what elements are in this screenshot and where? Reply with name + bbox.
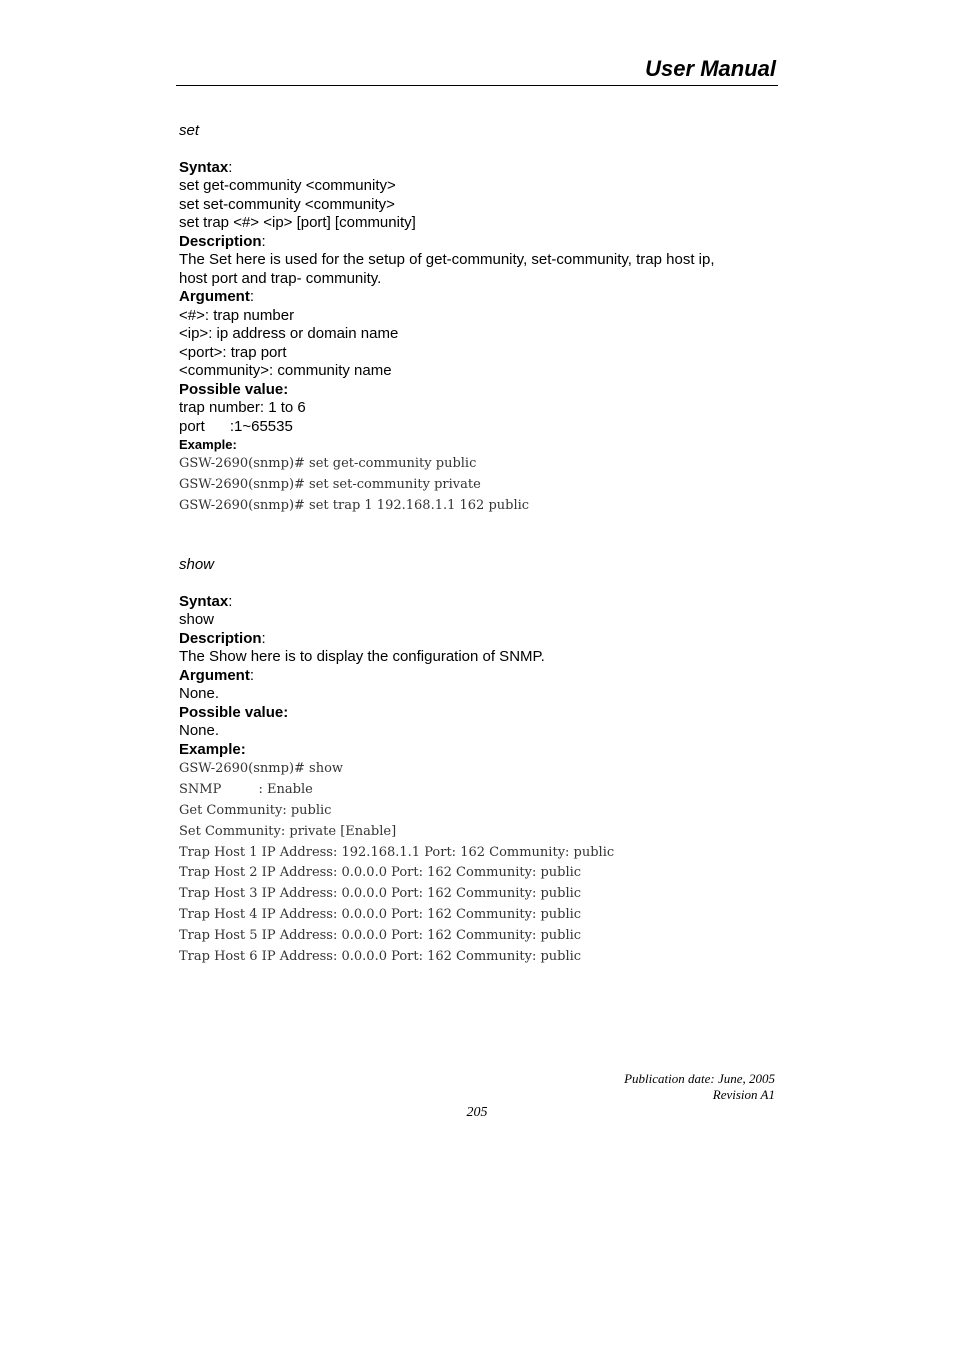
set-example-line: GSW-2690(snmp)# set set-community private [179, 476, 481, 492]
set-argument-line: <port>: trap port [179, 343, 287, 361]
show-example-line: Trap Host 3 IP Address: 0.0.0.0 Port: 162 Community: public [179, 886, 582, 902]
set-syntax-line: set set-community <community> [179, 195, 395, 213]
publication-date: Publication date: June, 2005 [624, 1071, 775, 1086]
set-description-line: host port and trap- community. [179, 269, 382, 287]
show-syntax-label: Syntax [179, 592, 229, 610]
set-possible-line: port :1~65535 [179, 417, 293, 435]
set-possible-label: Possible value: [179, 380, 289, 398]
show-description-label: Description [179, 629, 262, 647]
set-syntax-line: set get-community <community> [179, 177, 396, 194]
show-possible-line: None. [179, 722, 220, 740]
show-possible-label: Possible value: [179, 703, 289, 721]
set-example-line: GSW-2690(snmp)# set get-community public [179, 456, 477, 471]
show-example-label: Example: [179, 740, 246, 758]
show-argument-line: None. [179, 685, 220, 703]
header-rule [176, 85, 778, 86]
page-footer [624, 1071, 775, 1103]
show-syntax-line: show [179, 611, 215, 629]
show-example-line: Trap Host 4 IP Address: 0.0.0.0 Port: 162 Community: public [179, 906, 582, 922]
show-example-line: Trap Host 6 IP Address: 0.0.0.0 Port: 162 Community: public [179, 948, 582, 964]
show-example-line: Trap Host 5 IP Address: 0.0.0.0 Port: 162 Community: public [179, 927, 582, 943]
revision: Revision A1 [712, 1087, 775, 1102]
set-argument-line: <ip>: ip address or domain name [179, 325, 399, 342]
show-example-line: SNMP : Enable [179, 782, 313, 798]
set-argument-label: Argument [179, 288, 250, 305]
set-example-label: Example: [179, 437, 237, 452]
set-example-line: GSW-2690(snmp)# set trap 1 192.168.1.1 162 public [179, 497, 530, 513]
set-syntax-label: Syntax [179, 158, 229, 176]
show-example-line: Trap Host 2 IP Address: 0.0.0.0 Port: 162 Community: public [179, 865, 582, 881]
page-content [179, 122, 779, 967]
show-example-line: Set Community: private [Enable] [179, 823, 397, 839]
show-section: show Syntax: show Description: The Show here is to display the configuration of SNMP. Argument: None. Possible value: None. Example: GSW-2690(snmp)# show SNMP : Enable Get Community: public Set Community: private [Enable] Trap Host 1 IP Address: 192.168.1.1 Port: 162 Community: public Trap Host 2 IP Address: 0.0.0.0 Port: 162 Community: public Trap Host 3 IP Address: 0.0.0.0 Port: 162 Community: public Trap Host 4 IP Address: 0.0.0.0 Port: 162 Community: public Trap Host 5 IP Address: 0.0.0.0 Port: 162 Community: public Trap Host 6 IP Address: 0.0.0.0 Port: 162 Community: public [179, 556, 779, 967]
set-argument-line: <#>: trap number [179, 306, 295, 324]
set-section: set Syntax: set get-community <community> set set-community <community> set trap <#> <ip> [port] [community] Description: The Set here is used for the setup of get-community, set-community, trap host ip, host port and trap- community. Argument: <#>: trap number <ip>: ip address or domain name <port>: trap port <community>: community name Possible value: trap number: 1 to 6 port :1~65535 Example: GSW-2690(snmp)# set get-community public GSW-2690(snmp)# set set-community private GSW-2690(snmp)# set trap 1 192.168.1.1 162 public [179, 122, 779, 516]
set-argument-line: <community>: community name [179, 362, 392, 379]
show-description-line: The Show here is to display the configuration of SNMP. [179, 648, 545, 666]
show-example-line: Trap Host 1 IP Address: 192.168.1.1 Port: 162 Community: public [179, 844, 615, 860]
set-syntax-line: set trap <#> <ip> [port] [community] [179, 214, 416, 231]
show-example-line: Get Community: public [179, 802, 332, 818]
show-argument-label: Argument [179, 666, 250, 684]
set-description-label: Description [179, 232, 262, 250]
show-example-line: GSW-2690(snmp)# show [179, 761, 344, 777]
show-command-title: show [179, 556, 215, 574]
set-command-title: set [179, 122, 200, 139]
page-header-title: User Manual [645, 56, 776, 81]
page-number: 205 [466, 1105, 488, 1120]
set-possible-line: trap number: 1 to 6 [179, 399, 306, 416]
set-description-line: The Set here is used for the setup of get-community, set-community, trap host ip, [179, 251, 715, 268]
